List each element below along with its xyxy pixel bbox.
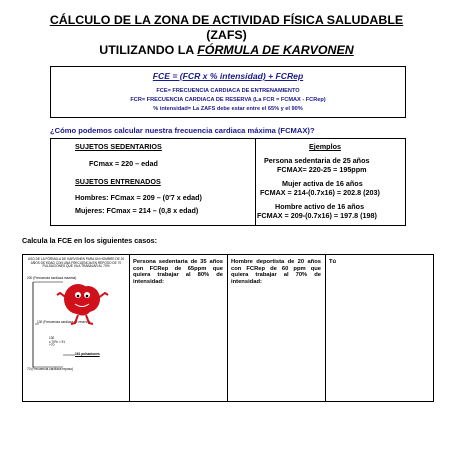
formula-box xyxy=(50,66,406,118)
example-3-calc: FCMAX = 209-(0.7x16) = 197.8 (198) xyxy=(257,211,377,220)
heading-examples: Ejemplos xyxy=(309,142,341,151)
cases-table xyxy=(22,254,434,402)
title-line-3 xyxy=(0,43,453,58)
title-line-1: CÁLCULO DE LA ZONA DE ACTIVIDAD FÍSICA SALUDABLE xyxy=(49,13,404,27)
diagram-intro: USO DE LA FÓRMULA DE KARVONEN PARA UN HOMBRE DE 20 AÑOS DE EDAD CON UNA FRECUENCIA EN REPOSO DE 70 PULSACIONES QUE VA A TRABAJAR AL 70% xyxy=(27,257,125,269)
column-divider xyxy=(325,255,326,401)
fcmax-question: ¿Cómo podemos calcular nuestra frecuencia cardiaca máxima (FCMAX)? xyxy=(50,126,315,135)
table-divider xyxy=(255,139,256,225)
definition-intensity: % intensidad= La ZAFS debe estar entre el 65% y el 90% xyxy=(153,106,303,112)
column-divider xyxy=(227,255,228,401)
karvonen-formula: FCE = (FCR x % intensidad) + FCRep xyxy=(152,71,304,81)
diagram-graphics xyxy=(23,255,129,401)
case-1-text: Persona sedentaria de 35 años con FCRep de 65ppm que quiera trabajar al 80% de intensidad: xyxy=(133,259,223,285)
case-3-text: Tú xyxy=(329,259,337,265)
definition-fcr: FCR= FRECUENCIA CARDIACA DE RESERVA (La FCR = FCMAX - FCRep) xyxy=(130,97,326,103)
karvonen-diagram xyxy=(23,255,129,401)
example-1-calc: FCMAX= 220-25 = 195ppm xyxy=(277,165,367,174)
formula-women: Mujeres: FCmax = 214 – (0,8 x edad) xyxy=(75,206,199,215)
fcmax-table xyxy=(50,138,406,226)
heading-trained: SUJETOS ENTRENADOS xyxy=(75,177,161,186)
example-3-desc: Hombre activo de 16 años xyxy=(275,202,365,211)
formula-men: Hombres: FCmax = 209 – (0'7 x edad) xyxy=(75,193,202,202)
diagram-fcr-label: 130 (Frecuencia cardíaca de reserva) xyxy=(37,320,91,324)
heart-mascot-icon xyxy=(57,284,108,324)
column-divider xyxy=(129,255,130,401)
diagram-rest-label: 70 (Frecuencia cardíaca reposo) xyxy=(27,367,74,371)
case-2-text: Hombre deportista de 20 años con FCRep de 60 ppm que quiera trabajar al 70% de intensidad: xyxy=(231,259,321,285)
title-line-3-prefix: UTILIZANDO LA xyxy=(99,43,198,57)
diagram-calculation: 130 x 70% = 91 +70 xyxy=(49,336,66,348)
page-title xyxy=(0,13,453,58)
definition-fce: FCE= FRECUENCIA CARDIACA DE ENTRENAMIENTO xyxy=(156,88,300,94)
calc-instructions: Calcula la FCE en los siguientes casos: xyxy=(22,236,158,245)
diagram-result: 161 pulsaciones xyxy=(75,352,100,356)
example-2-desc: Mujer activa de 16 años xyxy=(282,179,363,188)
example-1-desc: Persona sedentaria de 25 años xyxy=(264,156,370,165)
title-line-3-emph: FÓRMULA DE KARVONEN xyxy=(197,43,354,57)
title-line-2: (ZAFS) xyxy=(206,28,247,42)
example-2-calc: FCMAX = 214-(0.7x16) = 202.8 (203) xyxy=(260,188,380,197)
heading-sedentary: SUJETOS SEDENTARIOS xyxy=(75,142,162,151)
diagram-fcmax-label: 200 (Frecuencia cardíaca máxima) xyxy=(27,276,77,280)
formula-sedentary: FCmax = 220 – edad xyxy=(89,159,158,168)
